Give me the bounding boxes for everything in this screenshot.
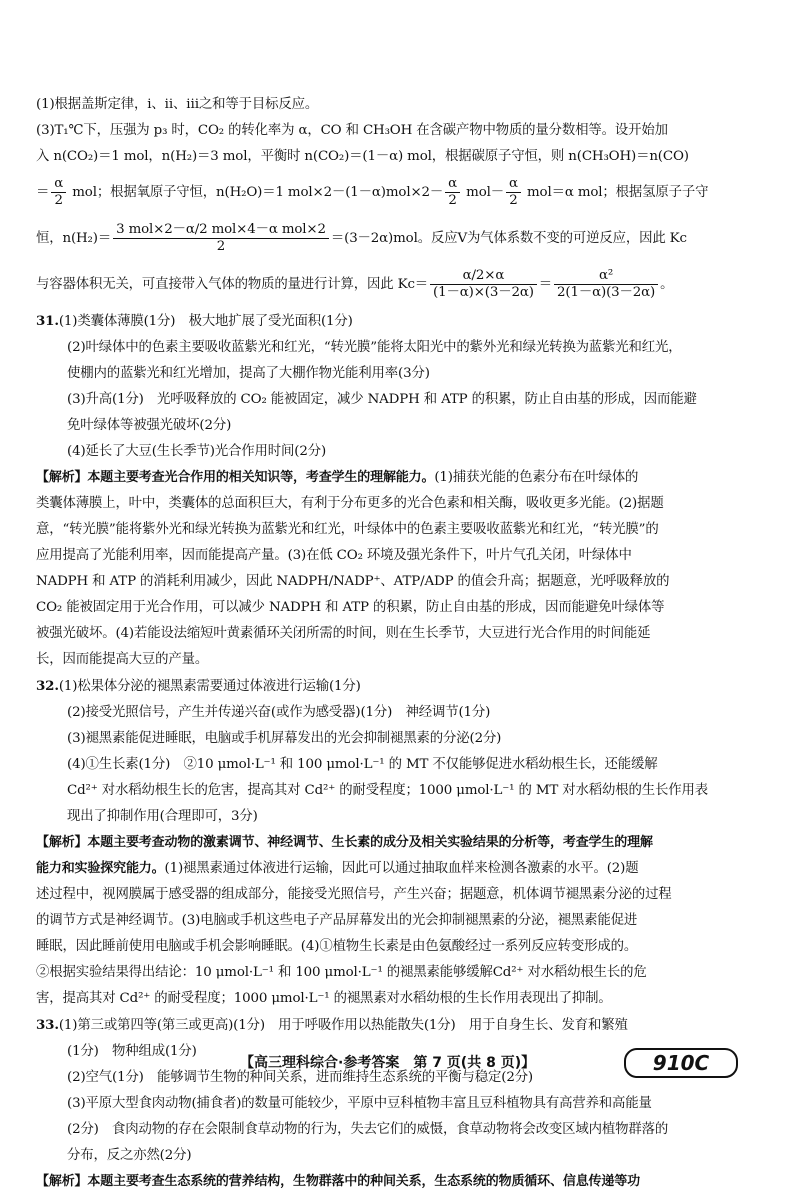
q30-line-4: ＝ $\frac{\alpha}{2}$ mol；根据氧原子守恒，n(H₂O)＝1 mol×2－(1－α)mol×2－ $\frac{\alpha}{2}$ mol－ $\frac{\alpha}{2}$ mol＝α mol；根据氢原子子守 bbox=[36, 176, 709, 208]
q31-analysis-4: 应用提高了光能利用率，因而能提高产量。(3)在低 CO₂ 环境及强光条件下，叶片气孔关闭，叶绿体中 bbox=[36, 548, 632, 563]
answer-content bbox=[36, 92, 772, 1195]
q30-line-6: 与容器体积无关，可直接带入气体的物质的量进行计算，因此 Kc＝ $\frac{\alpha/2\times\alpha}{(1-\alpha)\times(3-2\alpha)}$ ＝ $\frac{\text{α²}}{2(1-\alpha)(3-2\alpha)}$ 。 bbox=[36, 268, 674, 300]
q32-analysis-1: 能力和实验探究能力。(1)褪黑素通过体液进行运输，因此可以通过抽取血样来检测各激素的水平。(2)题 bbox=[36, 861, 639, 876]
q31-analysis-6: CO₂ 能被固定用于光合作用，可以减少 NADPH 和 ATP 的积累，防止自由基的形成，因而能避免叶绿体等 bbox=[36, 600, 665, 615]
q32-line-6: 现出了抑制作用(合理即可，3分) bbox=[67, 809, 258, 824]
q31-analysis-2: 类囊体薄膜上，叶中，类囊体的总面积巨大，有利于分布更多的光合色素和相关酶，吸收更多光能。(2)据题 bbox=[36, 496, 664, 511]
q33-line-4: (3)平原大型食肉动物(捕食者)的数量可能较少，平原中豆科植物丰富且豆科植物具有高营养和高能量 bbox=[67, 1096, 652, 1111]
q31-analysis-1: 【解析】本题主要考查光合作用的相关知识等，考查学生的理解能力。(1)捕获光能的色素分布在叶绿体的 bbox=[36, 470, 639, 485]
q32-analysis-4: 睡眠，因此睡前使用电脑或手机会影响睡眠。(4)①植物生长素是由色氨酸经过一系列反应转变形成的。 bbox=[36, 939, 638, 954]
q32-analysis-6: 害，提高其对 Cd²⁺ 的耐受程度；1000 μmol·L⁻¹ 的褪黑素对水稻幼根的生长作用表现出了抑制。 bbox=[36, 991, 612, 1006]
q32-line-2: (2)接受光照信号，产生并传递兴奋(或作为感受器)(1分) 神经调节(1分) bbox=[67, 705, 491, 720]
q32-line-5: Cd²⁺ 对水稻幼根生长的危害，提高其对 Cd²⁺ 的耐受程度；1000 μmol·L⁻¹ 的 MT 对水稻幼根的生长作用表 bbox=[67, 783, 708, 798]
q32-line-3: (3)褪黑素能促进睡眠，电脑或手机屏幕发出的光会抑制褪黑素的分泌(2分) bbox=[67, 731, 502, 746]
footer-caption: 【高三理科综合·参考答案 第 7 页(共 8 页)】 bbox=[240, 1055, 536, 1071]
q31-analysis-8: 长，因而能提高大豆的产量。 bbox=[36, 652, 209, 667]
q33-line-2: (1分) 物种组成(1分) bbox=[67, 1044, 197, 1059]
q32-analysis-5: ②根据实验结果得出结论：10 μmol·L⁻¹ 和 100 μmol·L⁻¹ 的褪黑素能够缓解Cd²⁺ 对水稻幼根生长的危 bbox=[36, 965, 647, 980]
fraction-kc-2: $\frac{\text{α²}}{2(1-\alpha)(3-2\alpha)}$ bbox=[554, 269, 658, 300]
fraction-hydrogen: $\frac{\text{3 mol×2－α/2 mol×4－α mol×2}}{2}$ bbox=[113, 223, 329, 254]
q32-line-4: (4)①生长素(1分) ②10 μmol·L⁻¹ 和 100 μmol·L⁻¹ 的 MT 不仅能够促进水稻幼根生长，还能缓解 bbox=[67, 757, 658, 772]
q31-line-1: 31.(1)类囊体薄膜(1分) 极大地扩展了受光面积(1分) bbox=[36, 313, 353, 329]
q30-line-5: 恒，n(H₂)＝ $\frac{\text{3 mol×2－α/2 mol×4－α mol×2}}{2}$ ＝(3－2α)mol。反应Ⅴ为气体系数不变的可逆反应，因此 Kc bbox=[36, 222, 687, 254]
q33-line-6: 分布，反之亦然(2分) bbox=[67, 1148, 192, 1163]
q31-line-5: 免叶绿体等被强光破坏(2分) bbox=[67, 418, 232, 433]
q32-line-1: 32.(1)松果体分泌的褪黑素需要通过体液进行运输(1分) bbox=[36, 678, 361, 694]
q31-analysis-5: NADPH 和 ATP 的消耗利用减少，因此 NADPH/NADP⁺、ATP/ADP 的值会升高；据题意，光呼吸释放的 bbox=[36, 574, 670, 589]
q31-line-2: (2)叶绿体中的色素主要吸收蓝紫光和红光，“转光膜”能将太阳光中的紫外光和绿光转换为蓝紫光和红光， bbox=[67, 340, 682, 355]
fraction-alpha-half: $\frac{\alpha}{2}$ bbox=[51, 177, 66, 208]
q33-line-1: 33.(1)第三或第四等(第三或更高)(1分) 用于呼吸作用以热能散失(1分) 用于自身生长、发育和繁殖 bbox=[36, 1017, 628, 1033]
q32-analysis-2: 述过程中，视网膜属于感受器的组成部分，能接受光照信号，产生兴奋；据题意，机体调节褪黑素分泌的过程 bbox=[36, 887, 672, 902]
q30-line-3: 入 n(CO₂)＝1 mol，n(H₂)＝3 mol，平衡时 n(CO₂)＝(1－α) mol，根据碳原子守恒，则 n(CH₃OH)＝n(CO) bbox=[36, 149, 689, 164]
fraction-alpha-half-2: $\frac{\alpha}{2}$ bbox=[445, 177, 460, 208]
q33-line-5: (2分) 食肉动物的存在会限制食草动物的行为，失去它们的威慑，食草动物将会改变区域内植物群落的 bbox=[67, 1122, 669, 1137]
analysis-label: 【解析】本题主要考查生态系统的营养结构，生物群落中的种间关系，生态系统的物质循环、信息传递等功 bbox=[36, 1174, 640, 1189]
q31-line-4: (3)升高(1分) 光呼吸释放的 CO₂ 能被固定，减少 NADPH 和 ATP 的积累，防止自由基的形成，因而能避 bbox=[67, 392, 697, 407]
paper-code-badge: 910C bbox=[624, 1048, 738, 1078]
page-footer bbox=[0, 1048, 800, 1078]
q31-analysis-7: 被强光破坏。(4)若能设法缩短叶黄素循环关闭所需的时间，则在生长季节，大豆进行光合作用的时间能延 bbox=[36, 626, 651, 641]
q30-line-1: (1)根据盖斯定律，ⅰ、ⅱ、ⅲ之和等于目标反应。 bbox=[36, 97, 319, 112]
analysis-label: 【解析】本题主要考查光合作用的相关知识等，考查学生的理解能力。 bbox=[36, 470, 435, 485]
q31-line-3: 使棚内的蓝紫光和红光增加，提高了大棚作物光能利用率(3分) bbox=[67, 366, 430, 381]
q32-analysis-3: 的调节方式是神经调节。(3)电脑或手机这些电子产品屏幕发出的光会抑制褪黑素的分泌，褪黑素能促进 bbox=[36, 913, 638, 928]
q31-line-6: (4)延长了大豆(生长季节)光合作用时间(2分) bbox=[67, 444, 327, 459]
q33-line-3: (2)空气(1分) 能够调节生物的种间关系，进而维持生态系统的平衡与稳定(2分) bbox=[67, 1070, 534, 1085]
q30-line-2: (3)T₁℃下，压强为 p₃ 时，CO₂ 的转化率为 α，CO 和 CH₃OH 在含碳产物中物质的量分数相等。设开始加 bbox=[36, 123, 668, 138]
analysis-label: 【解析】本题主要考查动物的激素调节、神经调节、生长素的成分及相关实验结果的分析等，考查学生的理解 bbox=[36, 835, 653, 850]
q31-analysis-3: 意，“转光膜”能将紫外光和绿光转换为蓝紫光和红光，叶绿体中的色素主要吸收蓝紫光和红光，“转光膜”的 bbox=[36, 522, 659, 537]
fraction-alpha-half-3: $\frac{\alpha}{2}$ bbox=[506, 177, 521, 208]
q32-analysis-lead bbox=[36, 830, 772, 856]
q33-analysis-lead bbox=[36, 1169, 772, 1195]
fraction-kc-1: $\frac{\alpha/2\times\alpha}{(1-\alpha)\times(3-2\alpha)}$ bbox=[430, 269, 537, 300]
